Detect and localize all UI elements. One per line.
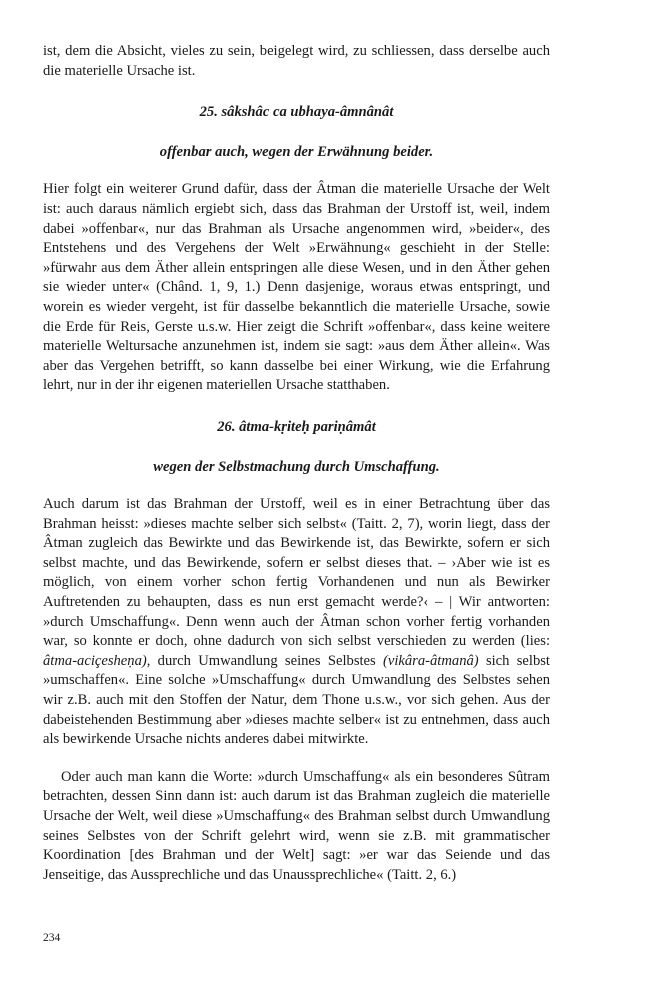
- sutra-25-heading: 25. sâkshâc ca ubhaya-âmnânât: [199, 104, 394, 121]
- commentary-text-3: sich selbst »umschaffen«. Eine solche »Umschaffung« durch Umwandlung des Selbstes sehen wir z.B. auch mit den Stoffen der Natur, dem Thone u.s.w., vor sich gehen. Aus der dabeistehenden Bestimmung aber »dieses machte selber« ist zu entnehmen, dass auch als bewirkende Ursache nichts anderes dabei mitwirkte.: [43, 652, 550, 748]
- sutra-25-translation: offenbar auch, wegen der Erwähnung beider.: [159, 143, 434, 160]
- commentary-text-1: Auch darum ist das Brahman der Urstoff, weil es in einer Betrachtung über das Brahman heisst: »dieses machte selber sich selbst« (Taitt. 2, 7), worin liegt, dass der Âtman zugleich das Bewirkte und das Bewirkende ist, das Bewirkte, sofern er sich selbst machte, und das Bewirkende, sofern er selbst dieses that. – ›Aber wie ist es möglich, von einem vorher schon fertig Vorhandenen und nun als Bewirker Auftretenden zu behaupten, dass es nun erst gemacht werde?‹ – | Wir antworten: »durch Umschaffung«. Denn wenn auch der Âtman schon vorher fertig vorhanden war, so konnte er doch, ohne dadurch von sich selbst verschieden zu werden (lies:: [43, 496, 550, 650]
- continuation-paragraph: ist, dem die Absicht, vieles zu sein, beigelegt wird, zu schliessen, dass derselbe auch die materielle Ursache ist.: [43, 43, 550, 79]
- sutra-26-translation: wegen der Selbstmachung durch Umschaffung.: [153, 458, 440, 475]
- sutra-25-commentary: Hier folgt ein weiterer Grund dafür, dass der Âtman die materielle Ursache der Welt ist: auch daraus nämlich ergiebt sich, dass das Brahman der Urstoff ist, weil, indem dabei »offenbar«, nur das Brahman als Ursache angenommen wird, »beider«, des Entstehens und des Vergehens der Welt »Erwähnung« geschieht in der Stelle: »fürwahr aus dem Äther allein entspringen alle diese Wesen, und in den Äther gehen sie wieder unter« (Chând. 1, 9, 1.) Denn dasjenige, woraus etwas entspringt, und worein es wieder vergeht, ist für dasselbe bekanntlich die materielle Ursache, sowie die Erde für Reis, Gerste u.s.w. Hier zeigt die Schrift »offenbar«, dass keine weitere materielle Weltursache anzunehmen ist, indem sie sagt: »aus dem Äther allein«. Was aber das Vergehen betrifft, so kann dasselbe bei einer Wirkung, wie die Erfahrung lehrt, nur in der ihr eigenen materiellen Ursache statthaben.: [43, 181, 550, 394]
- sanskrit-term-1: âtma-aciçesheṇa),: [43, 652, 151, 669]
- sutra-26-alternative-paragraph: Oder auch man kann die Worte: »durch Umschaffung« als ein besonderes Sûtram betrachten, dessen Sinn dann ist: auch darum ist das Brahman zugleich die materielle Ursache der Welt, weil diese »Umschaffung« des Brahman selbst durch Umwandlung seines Selbstes von der Schrift gelehrt wird, wenn sie z.B. mit grammatischer Koordination [des Brahman und der Welt] sagt: »er war das Seiende und das Jenseitige, das Aussprechliche und das Unaussprechliche« (Taitt. 2, 6.): [43, 768, 550, 883]
- sutra-26-commentary: [43, 495, 550, 750]
- sanskrit-term-2: (vikâra-âtmanâ): [383, 652, 479, 669]
- page-text: [43, 42, 550, 885]
- commentary-text-2: durch Umwandlung seines Selbstes: [150, 652, 383, 669]
- page-number: 234: [43, 932, 61, 944]
- sutra-26-heading: 26. âtma-kṛiteḥ pariṇâmât: [217, 418, 376, 435]
